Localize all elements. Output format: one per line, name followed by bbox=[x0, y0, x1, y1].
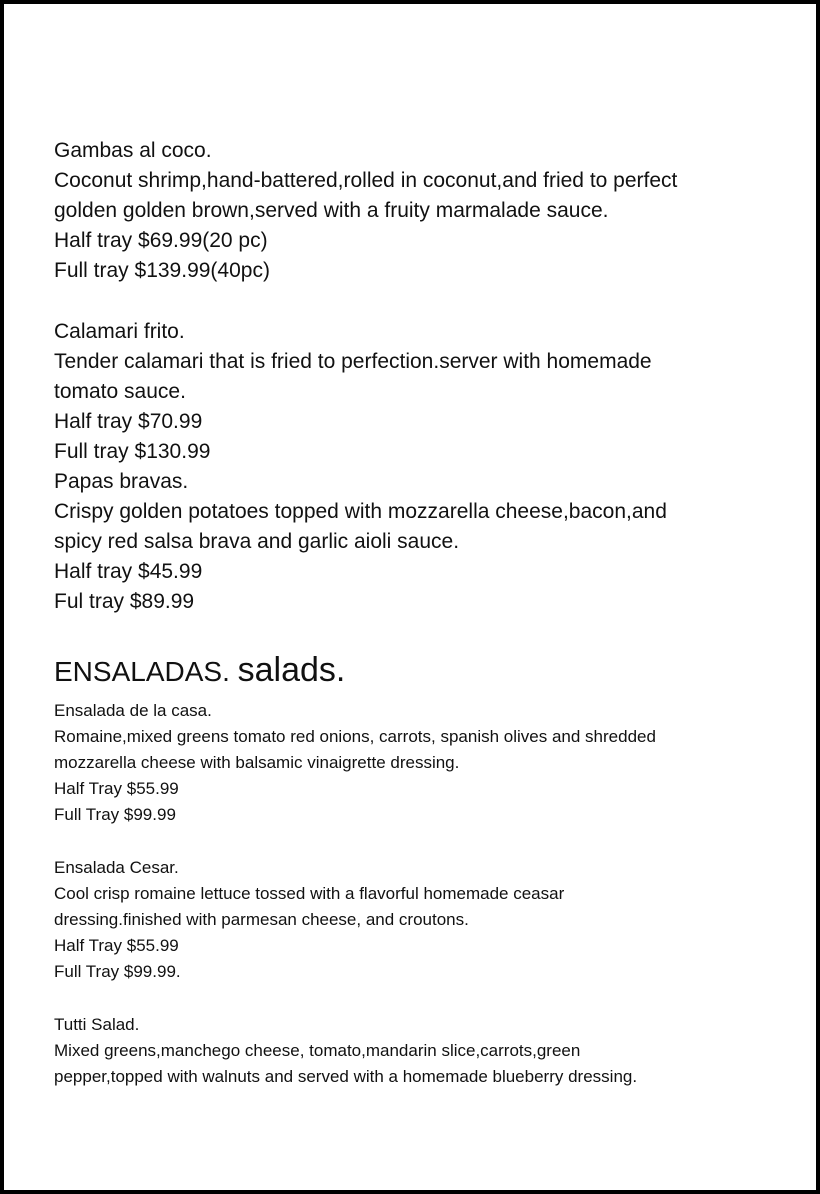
menu-item-papas-bravas bbox=[54, 467, 667, 617]
menu-item-calamari bbox=[54, 317, 652, 467]
item-description: Romaine,mixed greens tomato red onions, carrots, spanish olives and shredded bbox=[54, 727, 656, 746]
item-description: Mixed greens,manchego cheese, tomato,mandarin slice,carrots,green bbox=[54, 1041, 581, 1060]
item-description: spicy red salsa brava and garlic aioli sauce. bbox=[54, 530, 460, 553]
item-price: Full Tray $99.99. bbox=[54, 962, 181, 981]
item-description: mozzarella cheese with balsamic vinaigrette dressing. bbox=[54, 753, 460, 772]
menu-item-tutti-salad bbox=[54, 1012, 637, 1090]
item-description: dressing.finished with parmesan cheese, and croutons. bbox=[54, 910, 469, 929]
menu-item-ensalada-cesar bbox=[54, 855, 564, 985]
item-price: Half Tray $55.99 bbox=[54, 779, 179, 798]
item-description: pepper,topped with walnuts and served with a homemade blueberry dressing. bbox=[54, 1067, 638, 1086]
item-name: Gambas al coco. bbox=[54, 139, 212, 162]
item-price: Half tray $69.99(20 pc) bbox=[54, 229, 268, 252]
item-description: Cool crisp romaine lettuce tossed with a flavorful homemade ceasar bbox=[54, 884, 565, 903]
item-price: Ful tray $89.99 bbox=[54, 590, 195, 613]
item-name: Calamari frito. bbox=[54, 320, 185, 343]
item-description: golden golden brown,served with a fruity marmalade sauce. bbox=[54, 199, 609, 222]
item-price: Half Tray $55.99 bbox=[54, 936, 179, 955]
section-title-spanish: ENSALADAS. bbox=[54, 656, 230, 687]
item-price: Half tray $45.99 bbox=[54, 560, 203, 583]
section-heading-salads bbox=[54, 650, 345, 692]
menu-item-gambas bbox=[54, 136, 677, 286]
menu-item-ensalada-casa bbox=[54, 698, 656, 828]
item-price: Full tray $130.99 bbox=[54, 440, 211, 463]
item-description: tomato sauce. bbox=[54, 380, 186, 403]
item-description: Tender calamari that is fried to perfection.server with homemade bbox=[54, 350, 652, 373]
item-name: Tutti Salad. bbox=[54, 1015, 140, 1034]
item-price: Half tray $70.99 bbox=[54, 410, 203, 433]
item-name: Papas bravas. bbox=[54, 470, 189, 493]
item-name: Ensalada Cesar. bbox=[54, 858, 179, 877]
item-description: Coconut shrimp,hand-battered,rolled in coconut,and fried to perfect bbox=[54, 169, 678, 192]
section-title-english: salads. bbox=[237, 651, 346, 689]
item-price: Full tray $139.99(40pc) bbox=[54, 259, 270, 282]
item-description: Crispy golden potatoes topped with mozzarella cheese,bacon,and bbox=[54, 500, 667, 523]
item-price: Full Tray $99.99 bbox=[54, 805, 176, 824]
item-name: Ensalada de la casa. bbox=[54, 701, 212, 720]
